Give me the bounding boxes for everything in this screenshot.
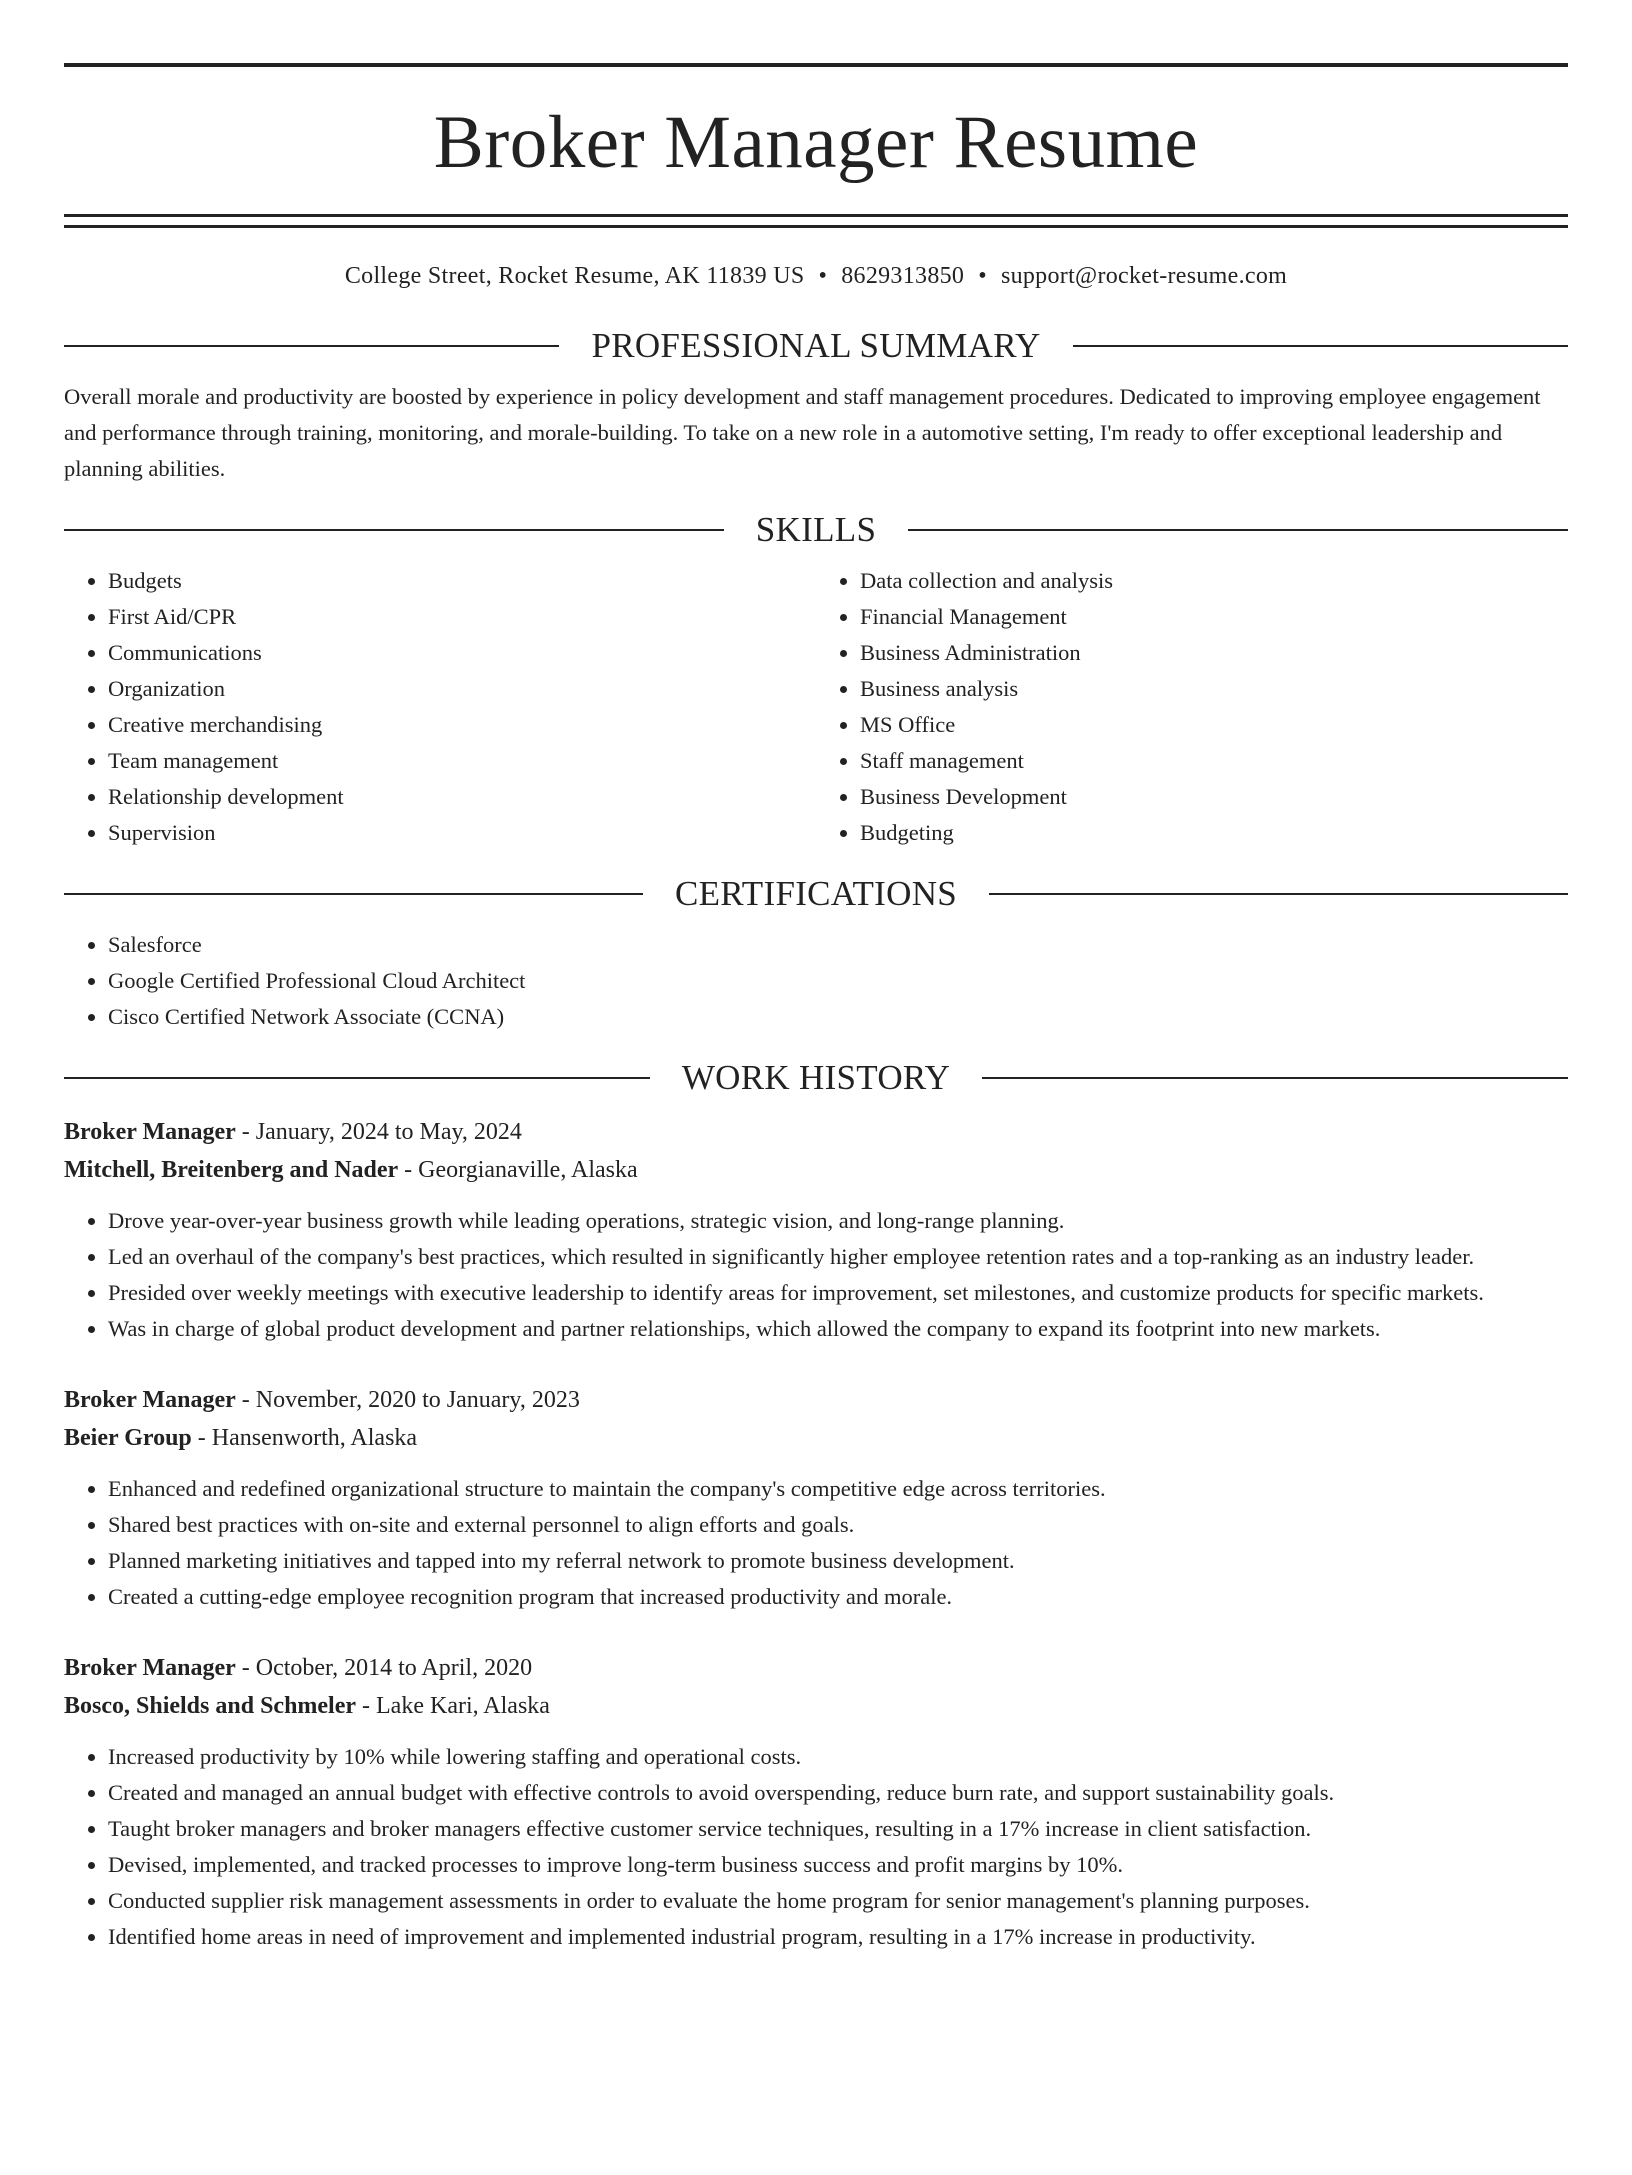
divider-line — [989, 893, 1568, 895]
work-heading-row — [64, 1057, 1568, 1099]
job-bullet: • Shared best practices with on-site and external personnel to align efforts and goals. — [108, 1507, 1568, 1543]
summary-text: Overall morale and productivity are boosted by experience in policy development and staff management procedures. Dedicated to improving employee engagement and performance through training, monitoring, and morale-building. To take on a new role in a automotive setting, I'm ready to offer exceptional leadership and planning abilities. — [64, 383, 1541, 481]
divider-line — [64, 893, 643, 895]
job-bullet: • Devised, implemented, and tracked processes to improve long-term business success and profit margins by 10%. — [108, 1847, 1568, 1883]
job-company-line — [64, 1687, 1568, 1725]
job-bullet: • Enhanced and redefined organizational structure to maintain the company's competitive edge across territories. — [108, 1471, 1568, 1507]
job-dates: - January, 2024 to May, 2024 — [235, 1118, 522, 1145]
divider-line — [64, 1077, 650, 1079]
certification-item: • Cisco Certified Network Associate (CCNA) — [108, 999, 1568, 1035]
job-location: - Georgianaville, Alaska — [398, 1156, 638, 1183]
job-title-line — [64, 1113, 1568, 1151]
skill-item: • Creative merchandising — [108, 707, 816, 743]
skills-list-right — [816, 563, 1568, 851]
resume-title: Broker Manager Resume — [433, 101, 1199, 184]
job-bullet: • Planned marketing initiatives and tapped into my referral network to promote business development. — [108, 1543, 1568, 1579]
skills-column-left — [64, 563, 816, 851]
job-title-line — [64, 1381, 1568, 1419]
job-title: Broker Manager — [64, 1654, 236, 1681]
job-company: Mitchell, Breitenberg and Nader — [64, 1156, 399, 1183]
resume-page — [0, 63, 1632, 2175]
skill-item: • Relationship development — [108, 779, 816, 815]
contact-email: support@rocket-resume.com — [1000, 263, 1288, 289]
job-bullets — [64, 1471, 1568, 1615]
job-entry — [64, 1381, 1568, 1615]
skill-item: • Supervision — [108, 815, 816, 851]
divider-line — [1073, 345, 1568, 347]
job-bullet: • Created and managed an annual budget with effective controls to avoid overspending, reduce burn rate, and support sustainability goals. — [108, 1775, 1568, 1811]
skill-item: • Team management — [108, 743, 816, 779]
skill-item: • MS Office — [860, 707, 1568, 743]
divider-line — [64, 529, 724, 531]
job-bullet: • Taught broker managers and broker managers effective customer service techniques, resulting in a 17% increase in client satisfaction. — [108, 1811, 1568, 1847]
certifications-heading: CERTIFICATIONS — [674, 873, 958, 913]
top-rule — [64, 63, 1568, 67]
skill-item: • Data collection and analysis — [860, 563, 1568, 599]
skill-item: • Organization — [108, 671, 816, 707]
job-bullet: • Created a cutting-edge employee recognition program that increased productivity and morale. — [108, 1579, 1568, 1615]
job-location: - Lake Kari, Alaska — [356, 1692, 550, 1719]
job-bullets — [64, 1739, 1568, 1955]
job-entry — [64, 1649, 1568, 1955]
skills-list-left — [64, 563, 816, 851]
contact-address: College Street, Rocket Resume, AK 11839 US — [344, 263, 805, 289]
job-bullet: • Increased productivity by 10% while lowering staffing and operational costs. — [108, 1739, 1568, 1775]
skills-grid — [64, 563, 1568, 851]
skill-item: • Budgets — [108, 563, 816, 599]
job-dates: - October, 2014 to April, 2020 — [235, 1654, 533, 1681]
work-heading: WORK HISTORY — [681, 1057, 951, 1097]
job-company: Beier Group — [64, 1424, 192, 1451]
job-company-line — [64, 1419, 1568, 1457]
skill-item: • Staff management — [860, 743, 1568, 779]
job-location: - Hansenworth, Alaska — [191, 1424, 418, 1451]
job-company: Bosco, Shields and Schmeler — [64, 1692, 357, 1719]
job-bullets — [64, 1203, 1568, 1347]
skill-item: • Financial Management — [860, 599, 1568, 635]
skill-item: • Business Administration — [860, 635, 1568, 671]
skill-item: • First Aid/CPR — [108, 599, 816, 635]
certifications-list — [64, 927, 1568, 1035]
certifications-heading-row — [64, 873, 1568, 915]
summary-heading-row — [64, 325, 1568, 367]
job-bullet: • Drove year-over-year business growth while leading operations, strategic vision, and long-range planning. — [108, 1203, 1568, 1239]
job-entry — [64, 1113, 1568, 1347]
job-title: Broker Manager — [64, 1118, 236, 1145]
skills-column-right — [816, 563, 1568, 851]
job-company-line — [64, 1151, 1568, 1189]
skill-item: • Budgeting — [860, 815, 1568, 851]
skill-item: • Business analysis — [860, 671, 1568, 707]
skills-heading: SKILLS — [755, 509, 877, 549]
job-dates: - November, 2020 to January, 2023 — [235, 1386, 580, 1413]
contact-separator: • — [818, 263, 828, 289]
certification-item: • Salesforce — [108, 927, 1568, 963]
title-double-rule — [64, 214, 1568, 228]
certification-item: • Google Certified Professional Cloud Architect — [108, 963, 1568, 999]
divider-line — [908, 529, 1568, 531]
contact-phone: 8629313850 — [841, 263, 965, 289]
skills-heading-row — [64, 509, 1568, 551]
skill-item: • Business Development — [860, 779, 1568, 815]
summary-heading: PROFESSIONAL SUMMARY — [591, 325, 1041, 365]
divider-line — [64, 345, 559, 347]
job-bullet: • Conducted supplier risk management assessments in order to evaluate the home program for senior management's planning purposes. — [108, 1883, 1568, 1919]
job-bullet: • Presided over weekly meetings with executive leadership to identify areas for improvement, set milestones, and customize products for specific markets. — [108, 1275, 1568, 1311]
contact-separator: • — [978, 263, 987, 289]
job-title-line — [64, 1649, 1568, 1687]
contact-line — [64, 262, 1568, 291]
job-title: Broker Manager — [64, 1386, 236, 1413]
job-bullet: • Identified home areas in need of improvement and implemented industrial program, resulting in a 17% increase in productivity. — [108, 1919, 1568, 1955]
job-bullet: • Led an overhaul of the company's best practices, which resulted in significantly higher employee retention rates and a top-ranking as an industry leader. — [108, 1239, 1568, 1275]
skill-item: • Communications — [108, 635, 816, 671]
job-bullet: • Was in charge of global product development and partner relationships, which allowed the company to expand its footprint into new markets. — [108, 1311, 1568, 1347]
divider-line — [982, 1077, 1568, 1079]
